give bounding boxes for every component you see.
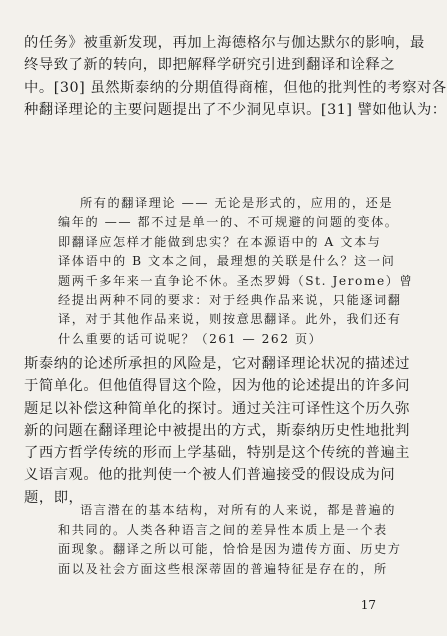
quote-line: 和共同的。人类各种语言之间的差异性本质上是一个表	[58, 522, 388, 537]
quote-line: 译，对于其他作品来说，则按意思翻译。此外，我们还有	[58, 312, 402, 327]
quote-line: 所有的翻译理论 —— 无论是形式的，应用的，还是	[80, 196, 394, 210]
text-line: 于简单化。但他值得冒这个险，因为他的论述提出的许多问	[24, 378, 411, 395]
quote-line: 语言潜在的基本结构，对所有的人来说，都是普遍的	[80, 503, 396, 517]
quote-line: 编年的 —— 都不过是单一的、不可规避的问题的变体。	[58, 215, 399, 230]
quote-line: 面现象。翻译之所以可能，恰恰是因为遗传方面、历史方	[58, 542, 402, 557]
quote-line: 题两千多年来一直争论不休。圣杰罗姆（St. Jerome）曾	[58, 273, 414, 288]
block-quote-1	[58, 194, 414, 349]
text-line: 的任务》被重新发现，再加上海德格尔与伽达默尔的影响，最	[24, 35, 425, 51]
text-line: 义语言观。他的批判使一个被人们普遍接受的假设成为问	[24, 467, 396, 484]
main-paragraph-1	[24, 32, 447, 121]
quote-line: 译体语中的 B 文本之间，最理想的关联是什么？这一问	[58, 254, 396, 269]
quote-line: 面以及社会方面这些根深蒂固的普遍特征是存在的，所	[58, 562, 388, 577]
text-line: 斯泰纳的论述所承担的风险是，它对翻译理论状况的描述过	[24, 356, 411, 372]
text-line: 新的问题在翻译理论中被提出的方式，斯泰纳历史性地批判	[24, 422, 411, 439]
quote-line: 经提出两种不同的要求：对于经典作品来说，只能逐词翻	[58, 293, 402, 308]
text-line: 题，即，	[24, 489, 84, 506]
main-paragraph-2	[24, 353, 411, 509]
block-quote-2	[58, 501, 402, 580]
text-line: 了西方哲学传统的形而上学基础，特别是这个传统的普遍主	[24, 445, 411, 462]
text-line: 题足以补偿这种简单化的探讨。通过关注可译性这个历久弥	[24, 400, 411, 417]
text-line: 终导致了新的转向，即把解释学研究引进到翻译和诠释之	[24, 57, 396, 74]
quote-line: 即翻译应怎样才能做到忠实？在本源语中的 A 文本与	[58, 234, 382, 249]
text-line: 种翻译理论的主要问题提出了不少洞见卓识。[31] 譬如他认为：	[24, 101, 447, 118]
text-line: 中。[30] 虽然斯泰纳的分期值得商榷，但他的批判性的考察对各	[24, 79, 447, 96]
page-number: 17	[360, 598, 376, 612]
quote-line: 什么重要的话可说呢？（261 — 262 页）	[58, 331, 323, 346]
